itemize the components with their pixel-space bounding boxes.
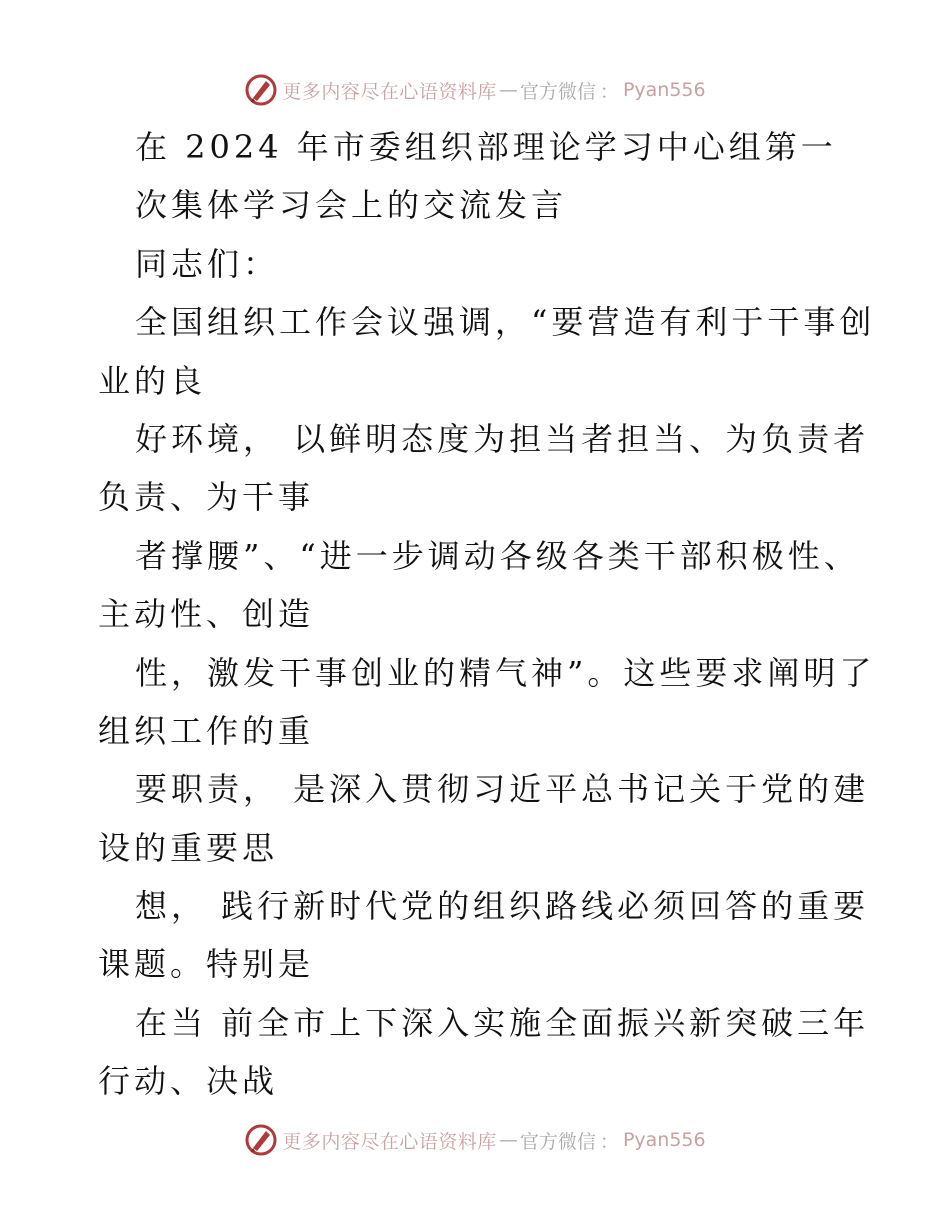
header-wechat-label: 官方微信 xyxy=(519,80,596,103)
salutation: 同志们： xyxy=(135,244,280,283)
paragraph-line: 课题。特别是 xyxy=(98,945,315,984)
footer-wechat-label: 官方微信 xyxy=(519,1130,596,1153)
title-line-2: 次集体学习会上的交流发言 xyxy=(135,186,568,225)
paragraph-line: 业的良 xyxy=(98,361,207,400)
header-separator: ： xyxy=(599,80,619,103)
paragraph-line: 想， 践行新时代党的组织路线必须回答的重要 xyxy=(135,887,870,926)
header-watermark-banner xyxy=(0,70,950,110)
paragraph-line: 好环境， 以鲜明态度为担当者担当、为负责者 xyxy=(135,419,870,458)
paragraph-line: 全国组织工作会议强调，“要营造有利于干事创 xyxy=(135,303,876,342)
paragraph-line: 在当 前全市上下深入实施全面振兴新突破三年 xyxy=(135,1003,870,1042)
paragraph-line: 要职责， 是深入贯彻习近平总书记关于党的建 xyxy=(135,770,870,809)
header-dash: — xyxy=(498,79,518,101)
paragraph-line: 性，激发干事创业的精气神”。这些要求阐明了 xyxy=(135,653,876,692)
header-slogan: 更多内容尽在心语资料库 xyxy=(282,80,497,103)
document-body xyxy=(98,118,876,1111)
title-line-1: 在 2024 年市委组织部理论学习中心组第一 xyxy=(135,128,837,166)
footer-watermark-banner xyxy=(0,1120,950,1160)
paragraph-line: 组织工作的重 xyxy=(98,711,315,750)
pen-logo-icon xyxy=(244,73,278,107)
pen-logo-icon xyxy=(244,1123,278,1157)
paragraph-line: 负责、为干事 xyxy=(98,478,315,517)
paragraph-line: 主动性、创造 xyxy=(98,595,315,634)
paragraph-line: 者撑腰”、“进一步调动各级各类干部积极性、 xyxy=(135,536,860,575)
header-wechat-handle: Pyan556 xyxy=(622,79,706,101)
paragraph-line: 设的重要思 xyxy=(98,828,279,867)
footer-slogan: 更多内容尽在心语资料库 xyxy=(282,1130,497,1153)
footer-wechat-handle: Pyan556 xyxy=(622,1129,706,1151)
paragraph-line: 行动、决战 xyxy=(98,1062,279,1101)
footer-separator: ： xyxy=(599,1130,619,1153)
footer-dash: — xyxy=(498,1129,518,1151)
